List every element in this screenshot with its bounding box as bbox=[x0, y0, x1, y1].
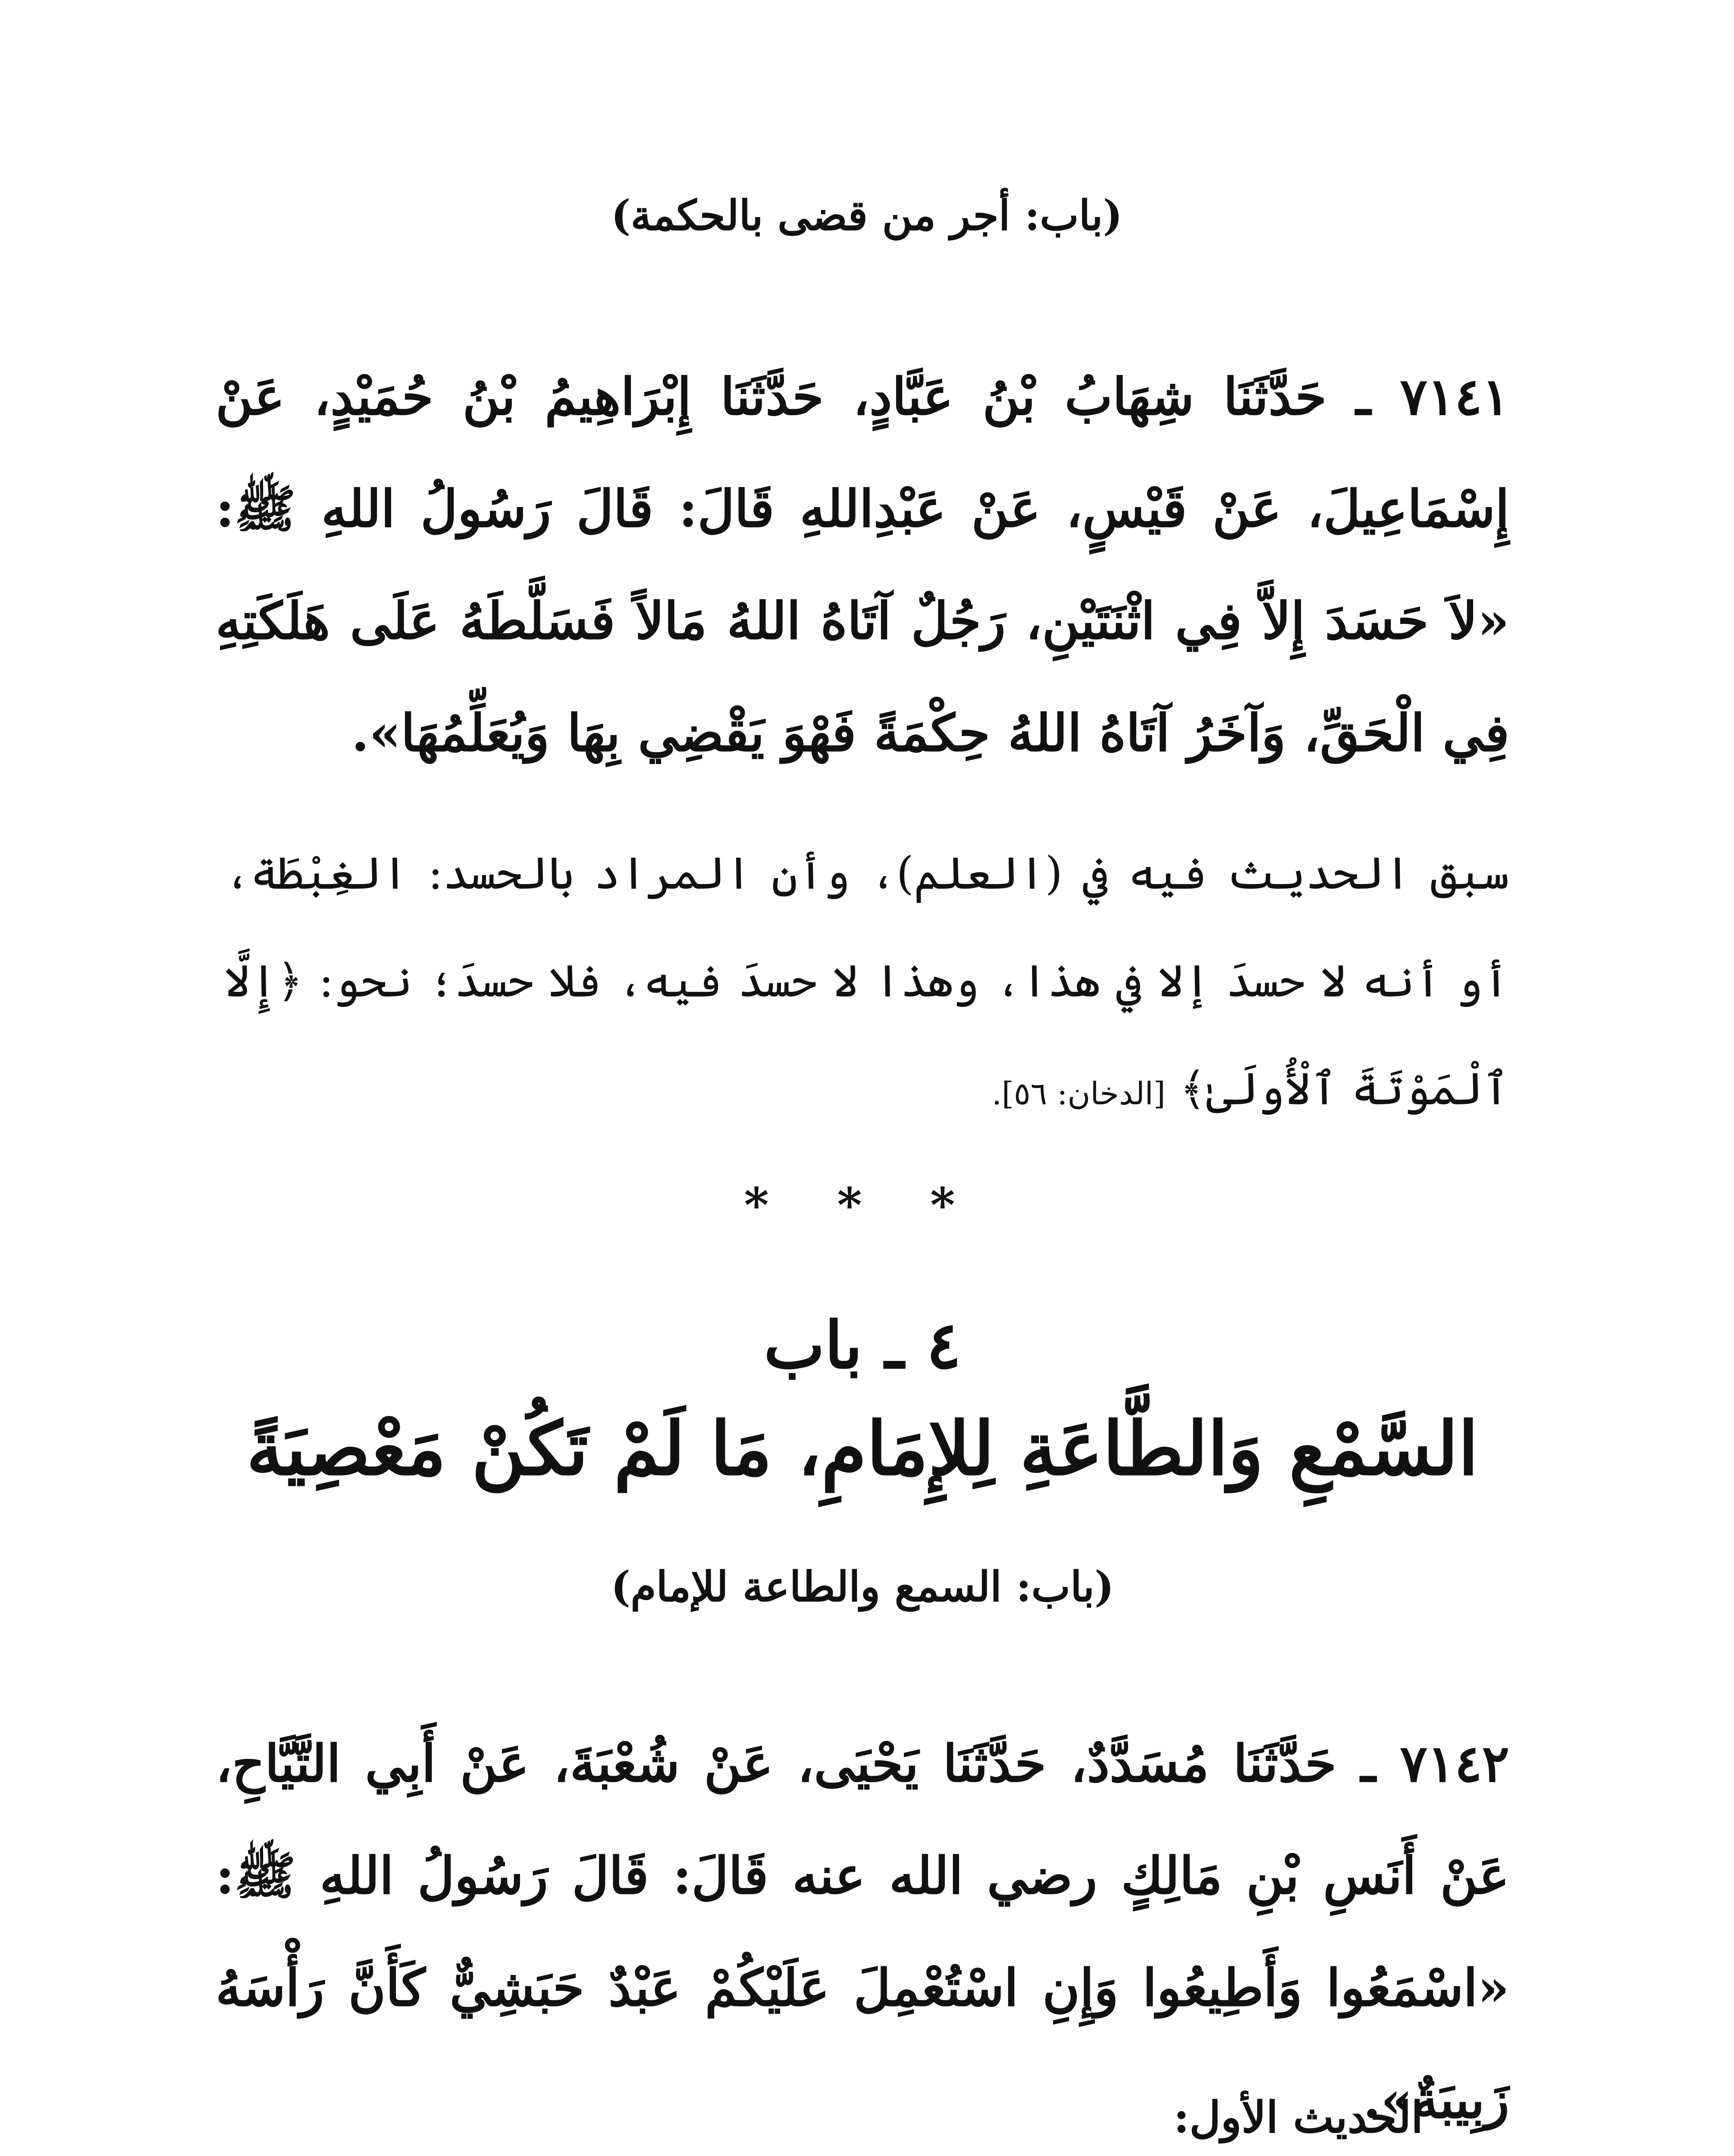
hadith-7142-text: ٧١٤٢ ـ حَدَّثَنَا مُسَدَّدٌ، حَدَّثَنَا يَحْيَى، عَنْ شُعْبَةَ، عَنْ أَبِي التَّيَّاحِ، عَنْ أَنَسِ بْنِ مَالِكٍ رضي الله عنه قَالَ: قَالَ رَسُولُ اللهِ ﷺ: «اسْمَعُوا وَأَطِيعُوا وَإِنِ اسْتُعْمِلَ عَلَيْكُمْ عَبْدٌ حَبَشِيٌّ كَأَنَّ رَأْسَهُ زَبِيبَةٌ». bbox=[216, 1733, 1509, 2130]
chapter-title: السَّمْعِ وَالطَّاعَةِ لِلإِمَامِ، مَا لَمْ تَكُنْ مَعْصِيَةً bbox=[246, 1406, 1479, 1492]
hadith-7141-commentary bbox=[224, 819, 1509, 1147]
quran-reference: [الدخان: ٥٦]. bbox=[992, 1075, 1166, 1112]
section-subheading: (باب: أجر من قضى بالحكمة) bbox=[611, 191, 1123, 240]
chapter-subheading: (باب: السمع والطاعة للإمام) bbox=[611, 1562, 1114, 1611]
hadith-7141-text: ٧١٤١ ـ حَدَّثَنَا شِهَابُ بْنُ عَبَّادٍ، حَدَّثَنَا إِبْرَاهِيمُ بْنُ حُمَيْدٍ، عَنْ إِسْمَاعِيلَ، عَنْ قَيْسٍ، عَنْ عَبْدِاللهِ قَالَ: قَالَ رَسُولُ اللهِ ﷺ: «لاَ حَسَدَ إِلاَّ فِي اثْنَتَيْنِ، رَجُلٌ آتَاهُ اللهُ مَالاً فَسَلَّطَهُ عَلَى هَلَكَتِهِ فِي الْحَقِّ، وَآخَرُ آتَاهُ اللهُ حِكْمَةً فَهْوَ يَقْضِي بِهَا وَيُعَلِّمُهَا». bbox=[216, 367, 1509, 763]
section-separator: * * * bbox=[744, 1177, 981, 1233]
commentary-label: الحديث الأول: bbox=[1173, 2092, 1423, 2143]
commentary-text: سبق الحديث فيه في (العلم)، وأن المراد بالحسد: الغِبْطَة، أو أنه لا حسدَ إلا في هذا، وهذا لا حسدَ فيه، فلا حسدَ؛ نحو: ﴿إِلَّا ٱلْمَوْتَةَ ٱلْأُولَىٰ﴾ bbox=[224, 847, 1510, 1115]
chapter-number: ٤ ـ باب bbox=[764, 1307, 961, 1383]
